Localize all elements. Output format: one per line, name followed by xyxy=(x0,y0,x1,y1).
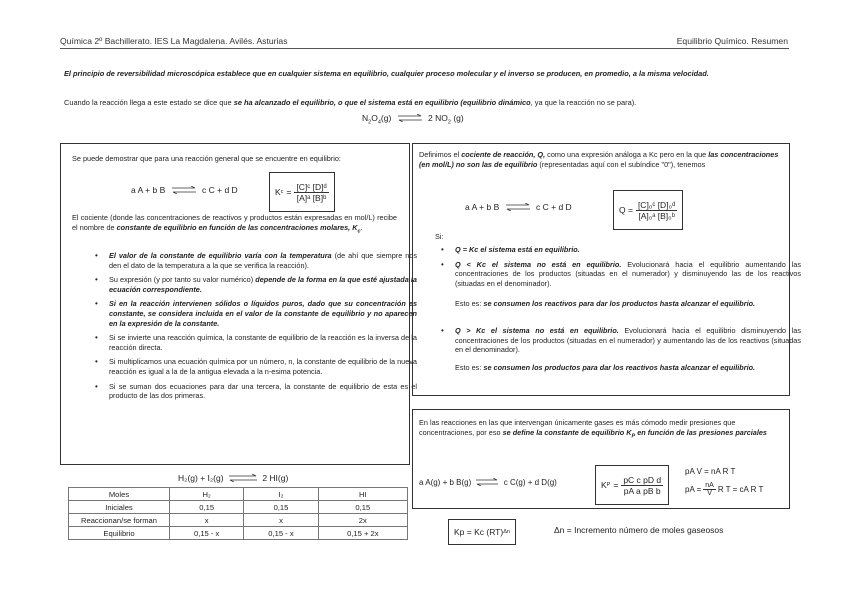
equilibrium-line: Cuando la reacción llega a este estado se dice que se ha alcanzado el equilibrio, o que el sistema está en equilibrio (equilibrio dinámico, ya que la reacción no se para). xyxy=(64,98,637,107)
kc-formula: K c = $\frac{\text{[C]ᶜ [D]ᵈ}}{\text{[A]ᵃ [B]ᵇ}}$ xyxy=(269,172,335,212)
q-box xyxy=(412,143,801,396)
h2-i2-reaction: H₂(g) + I₂(g) 2 HI(g) xyxy=(178,473,289,483)
n2o4-reaction: $N_2O_4(g)$ 2 $NO_2$ (g) xyxy=(362,113,464,126)
kp-reaction: a A(g) + b B(g) c C(g) + d D(g) xyxy=(419,478,557,488)
kc-properties-list xyxy=(89,251,417,406)
kp-kc-relation: Kp = Kc (RT) Δn xyxy=(448,519,516,545)
equilibrium-arrows-icon xyxy=(228,474,258,484)
header-left: Química 2º Bachillerato. IES La Magdalena. Avilés. Asturias xyxy=(60,36,288,46)
delta-n-note: Δn = Incremento número de moles gaseosos xyxy=(554,525,724,535)
q-reaction: a A + b B c C + d D xyxy=(465,202,572,212)
q-formula: Q = $\frac{\text{[C]₀ᶜ [D]₀ᵈ}}{\text{[A]₀ᵃ [B]₀ᵇ}}$ xyxy=(613,190,683,230)
moles-table xyxy=(68,487,408,540)
si-label: Si: xyxy=(435,232,444,241)
q-cases-list xyxy=(435,245,801,293)
list-item: • Si multiplicamos una ecuación química por un número, n, la constante de equilibrio de la nueva reacción es igual a la de la antigua elevada a la n-esima potencia. xyxy=(109,357,417,376)
kc-box xyxy=(60,143,417,465)
header-rule xyxy=(60,48,789,49)
list-item: • Q > Kc el sistema no está en equilibrio. Evolucionará hacia el equilibrio disminuyendo las concentraciones de los productos (situadas en el numerador) y aumentando las de los reactivos (situadas en el denominador). xyxy=(455,326,801,355)
list-item: • Si se suman dos ecuaciones para dar una tercera, la constante de equilibrio de esta es el producto de las dos primeras. xyxy=(109,382,417,401)
list-item: • Si se invierte una reacción química, la constante de equilibrio de la reacción es la inversa de la reacción directa. xyxy=(109,333,417,352)
equilibrium-arrows-icon xyxy=(475,478,499,488)
kp-formula: K P = $\frac{\text{pC c pD d}}{\text{pA a pB b}}$ xyxy=(595,465,669,505)
kc-intro: Se puede demostrar que para una reacción general que se encuentre en equilibrio: xyxy=(72,154,341,163)
general-reaction: a A + b B c C + d D xyxy=(131,185,238,195)
equilibrium-arrows-icon xyxy=(171,186,197,196)
list-item: • Su expresión (y por tanto su valor numérico) depende de la forma en la que esté ajustada la ecuación correspondiente. xyxy=(109,275,417,294)
equilibrium-arrows-icon xyxy=(505,203,531,213)
q-cases-list-2 xyxy=(435,326,801,360)
table-row: Equilibrio 0,15 - x 0,15 - x 0,15 + 2x xyxy=(69,527,408,540)
list-item: • Q = Kc el sistema está en equilibrio. xyxy=(455,245,801,255)
kp-box xyxy=(412,409,790,509)
table-header-row: Moles H₂ I₂ HI xyxy=(69,488,408,501)
partial-pressure-relation: pA = $\frac{nA}{V}$ R T = cA R T xyxy=(685,482,764,497)
kp-definition: En las reacciones en las que intervengan únicamente gases es más cómodo medir presiones que concentraciones, por eso se define la constante de equilibrio $K_P$ en función de las presiones parciales xyxy=(419,418,767,440)
q-definition: Definimos el cociente de reacción, Q, como una expresión análoga a Kc pero en la que las concentraciones (en mol/L) no son las de equilibrio (representadas aquí con el subíndice "0"), tenemos xyxy=(419,150,779,169)
q-note-1: Esto es: se consumen los reactivos para dar los productos hasta alcanzar el equilibrio. xyxy=(455,299,756,308)
list-item: • El valor de la constante de equilibrio varía con la temperatura (de ahí que siempre nos den el dato de la temperatura a la que se verifica la reacción). xyxy=(109,251,417,270)
list-item: • Si en la reacción intervienen sólidos o líquidos puros, dado que su concentración es constante, se considera incluida en el valor de la constante de equilibrio y no aparecen en la expresión de la constante. xyxy=(109,299,417,328)
kc-definition: El cociente (donde las concentraciones de reactivos y productos están expresadas en mol/L) recibe el nombre de constante de equilibrio en función de las concentraciones molares, $K_c$. xyxy=(72,213,397,235)
ideal-gas-relation: pA V = nA R T xyxy=(685,467,736,476)
principle-text: El principio de reversibilidad microscópica establece que en cualquier sistema en equilibrio, cualquier proceso molecular y el inverso se producen, en promedio, a la misma velocidad. xyxy=(64,69,709,78)
table-row: Iniciales 0,15 0,15 0,15 xyxy=(69,501,408,514)
list-item: • Q < Kc el sistema no está en equilibrio. Evolucionará hacia el equilibrio aumentando las concentraciones de los productos (situadas en el numerador) y disminuyendo las de los reactivos (situadas en el denominador). xyxy=(455,260,801,289)
header-right: Equilibrio Químico. Resumen xyxy=(676,36,788,46)
table-row: Reaccionan/se forman x x 2x xyxy=(69,514,408,527)
q-note-2: Esto es: se consumen los productos para dar los reactivos hasta alcanzar el equilibrio. xyxy=(455,363,756,372)
equilibrium-arrows-icon xyxy=(397,114,423,124)
